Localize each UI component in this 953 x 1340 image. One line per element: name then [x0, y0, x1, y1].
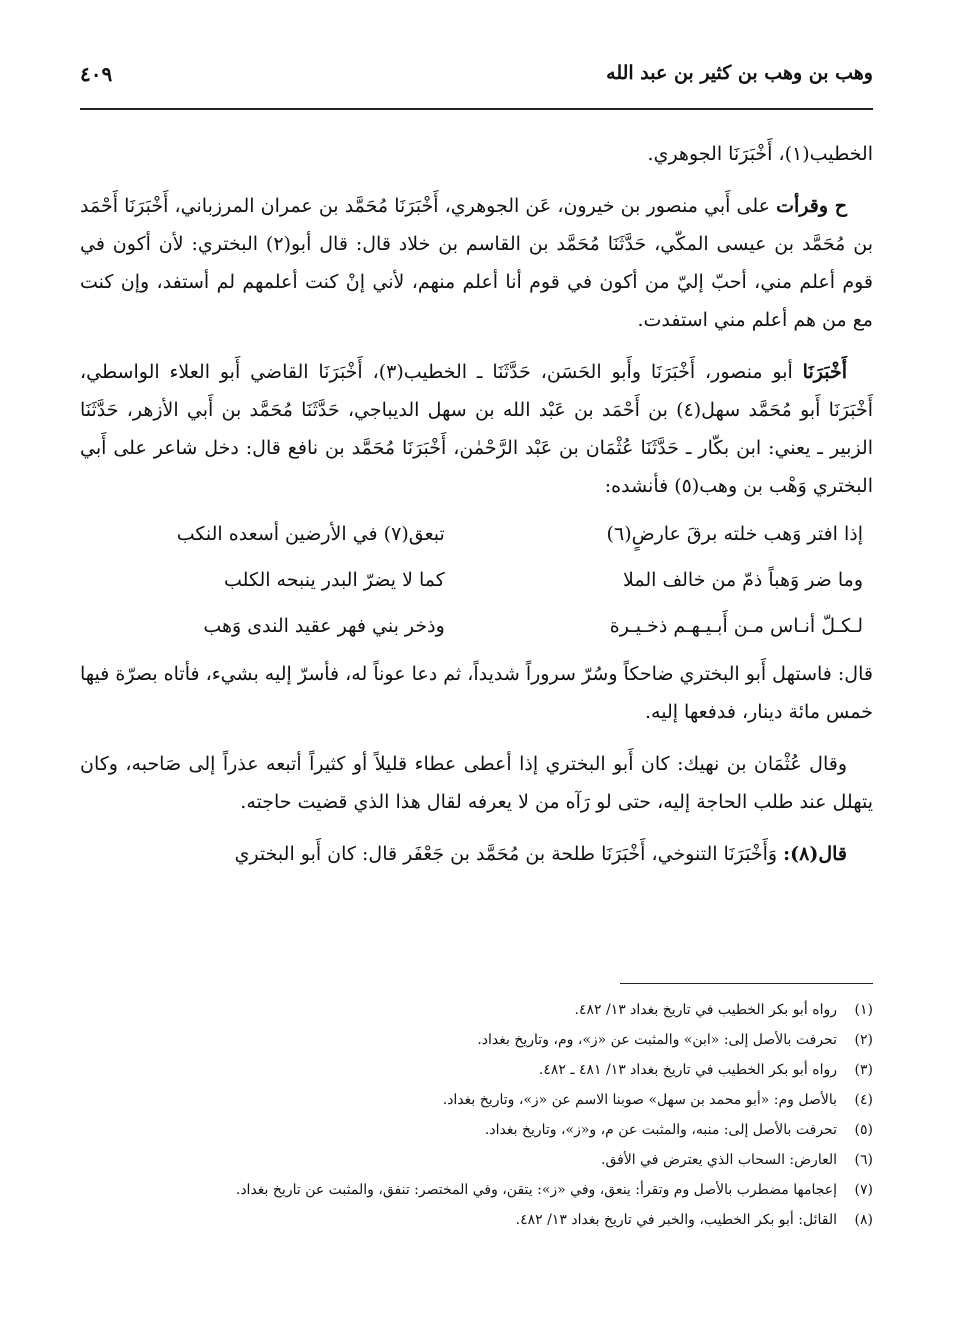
paragraph-6	[80, 835, 873, 873]
paragraph-4: قال: فاستهل أَبو البختري ضاحكاً وسُرّ سروراً شديداً، ثم دعا عوناً له، فأسرّ إليه بشيء، فأتاه بصرّة فيها خمس مائة دينار، فدفعها إليه.	[80, 663, 873, 723]
footnote-text: رواه أبو بكر الخطيب في تاريخ بغداد ١٣/ ٤٨١ ـ ٤٨٢.	[538, 1062, 837, 1078]
footnote	[80, 1025, 873, 1055]
footnote	[80, 1145, 873, 1175]
footnote	[80, 995, 873, 1025]
footnote	[80, 1085, 873, 1115]
verse-first-hemistich: إذا افتر وَهب خلته برقَ عارضٍ(٦)	[606, 523, 863, 545]
main-text	[80, 135, 873, 887]
footnote-number: (٨)	[854, 1212, 873, 1228]
page-header	[80, 62, 873, 102]
paragraph-3	[80, 353, 873, 505]
paragraph-3-lead: أَخْبَرَنَا	[802, 361, 847, 383]
paragraph-1: الخطيب(١)، أَخْبَرَنَا الجوهري.	[647, 143, 873, 165]
footnote	[80, 1115, 873, 1145]
footnote-text: تحرفت بالأصل إلى: «ابن» والمثبت عن «ز»، وم، وتاريخ بغداد.	[477, 1032, 837, 1048]
running-title: وهب بن وهب بن كثير بن عبد الله	[606, 62, 873, 84]
footnote-rule	[620, 983, 873, 984]
verse-line	[80, 511, 873, 557]
paragraph-3-text: أبو منصور، أَخْبَرَنَا وأَبو الحَسَن، حَدَّثَنَا ـ الخطيب(٣)، أَخْبَرَنَا القاضي أَبو العلاء الواسطي، أَخْبَرَنَا أَبو مُحَمَّد سهل(٤) بن أَحْمَد بن عَبْد الله بن سهل الديباجي، حَدَّثَنَا مُحَمَّد بن أَبي الأزهر، حَدَّثَنَا الزبير ـ يعني: ابن بكّار ـ حَدَّثَنَا عُثْمَان بن عَبْد الرَّحْمٰن، أَخْبَرَنَا مُحَمَّد بن نافع قال: دخل شاعر على أَبي البختري وَهْب بن وهب(٥) فأنشده:	[80, 361, 873, 497]
paragraph-5: وقال عُثْمَان بن نهيك: كان أَبو البختري إذا أعطى عطاء قليلاً أو كثيراً أتبعه عذراً إلى صَاحبه، وكان يتهلل عند طلب الحاجة إليه، حتى لو رَآه من لا يعرفه لقال هذا الذي قضيت حاجته.	[80, 753, 873, 813]
footnote-number: (٥)	[854, 1122, 873, 1138]
verse-line	[80, 603, 873, 649]
footnote-text: تحرفت بالأصل إلى: منبه، والمثبت عن م، و«ز»، وتاريخ بغداد.	[484, 1122, 837, 1138]
footnote-number: (١)	[854, 1002, 873, 1018]
verse-first-hemistich: لـكـلّ أنـاس مـن أَبـيـهـم ذخـيـرة	[609, 615, 863, 637]
footnotes	[80, 995, 873, 1235]
header-rule	[80, 108, 873, 110]
footnote-number: (٦)	[854, 1152, 873, 1168]
footnote-text: بالأصل وم: «أبو محمد بن سهل» صوبنا الاسم عن «ز»، وتاريخ بغداد.	[442, 1092, 837, 1108]
verse-second-hemistich: وذخر بني فهر عقيد الندى وَهب	[203, 615, 445, 637]
footnote	[80, 1175, 873, 1205]
verse-line	[80, 557, 873, 603]
page-number: ٤٠٩	[80, 62, 113, 86]
verse-first-hemistich: وما ضر وَهباً ذمّ من خالف الملا	[623, 569, 863, 591]
paragraph-6-text: وَأَخْبَرَنَا التنوخي، أَخْبَرَنَا طلحة بن مُحَمَّد بن جَعْفَر قال: كان أَبو البختري	[234, 843, 778, 865]
footnote-number: (٤)	[854, 1092, 873, 1108]
paragraph-6-lead: قال(٨):	[783, 843, 847, 865]
footnote	[80, 1055, 873, 1085]
footnote-text: إعجامها مضطرب بالأصل وم وتقرأ: ينعق، وفي «ز»: يتقن، وفي المختصر: تنفق، والمثبت عن تاريخ بغداد.	[235, 1182, 837, 1198]
footnote-text: العارض: السحاب الذي يعترض في الأفق.	[601, 1152, 837, 1168]
verse-second-hemistich: كما لا يضرّ البدر ينبحه الكلب	[224, 569, 445, 591]
footnote-number: (٣)	[854, 1062, 873, 1078]
verse-second-hemistich: تبعق(٧) في الأرضين أسعده النكب	[176, 523, 445, 545]
footnote-number: (٢)	[854, 1032, 873, 1048]
footnote-text: القائل: أبو بكر الخطيب، والخبر في تاريخ بغداد ١٣/ ٤٨٢.	[515, 1212, 837, 1228]
paragraph-2-lead: ح وقرأت	[776, 195, 847, 217]
footnote-text: رواه أبو بكر الخطيب في تاريخ بغداد ١٣/ ٤٨٢.	[574, 1002, 837, 1018]
footnote-number: (٧)	[854, 1182, 873, 1198]
footnote	[80, 1205, 873, 1235]
paragraph-2-text: على أَبي منصور بن خيرون، عَن الجوهري، أَخْبَرَنَا مُحَمَّد بن عمران المرزباني، أَخْبَرَنَا أَحْمَد بن مُحَمَّد بن عيسى المكّي، حَدَّثَنَا مُحَمَّد بن القاسم بن خلاد قال: قال أبو(٢) البختري: لأن أكون في قوم أعلم مني، أحبّ إليّ من أكون في قوم أنا أعلم منهم، لأني إنْ كنت أعلمهم لم أستفد، وإن كنت مع من هم أعلم مني استفدت.	[80, 195, 873, 331]
poem-verses	[80, 511, 873, 649]
paragraph-2	[80, 187, 873, 339]
